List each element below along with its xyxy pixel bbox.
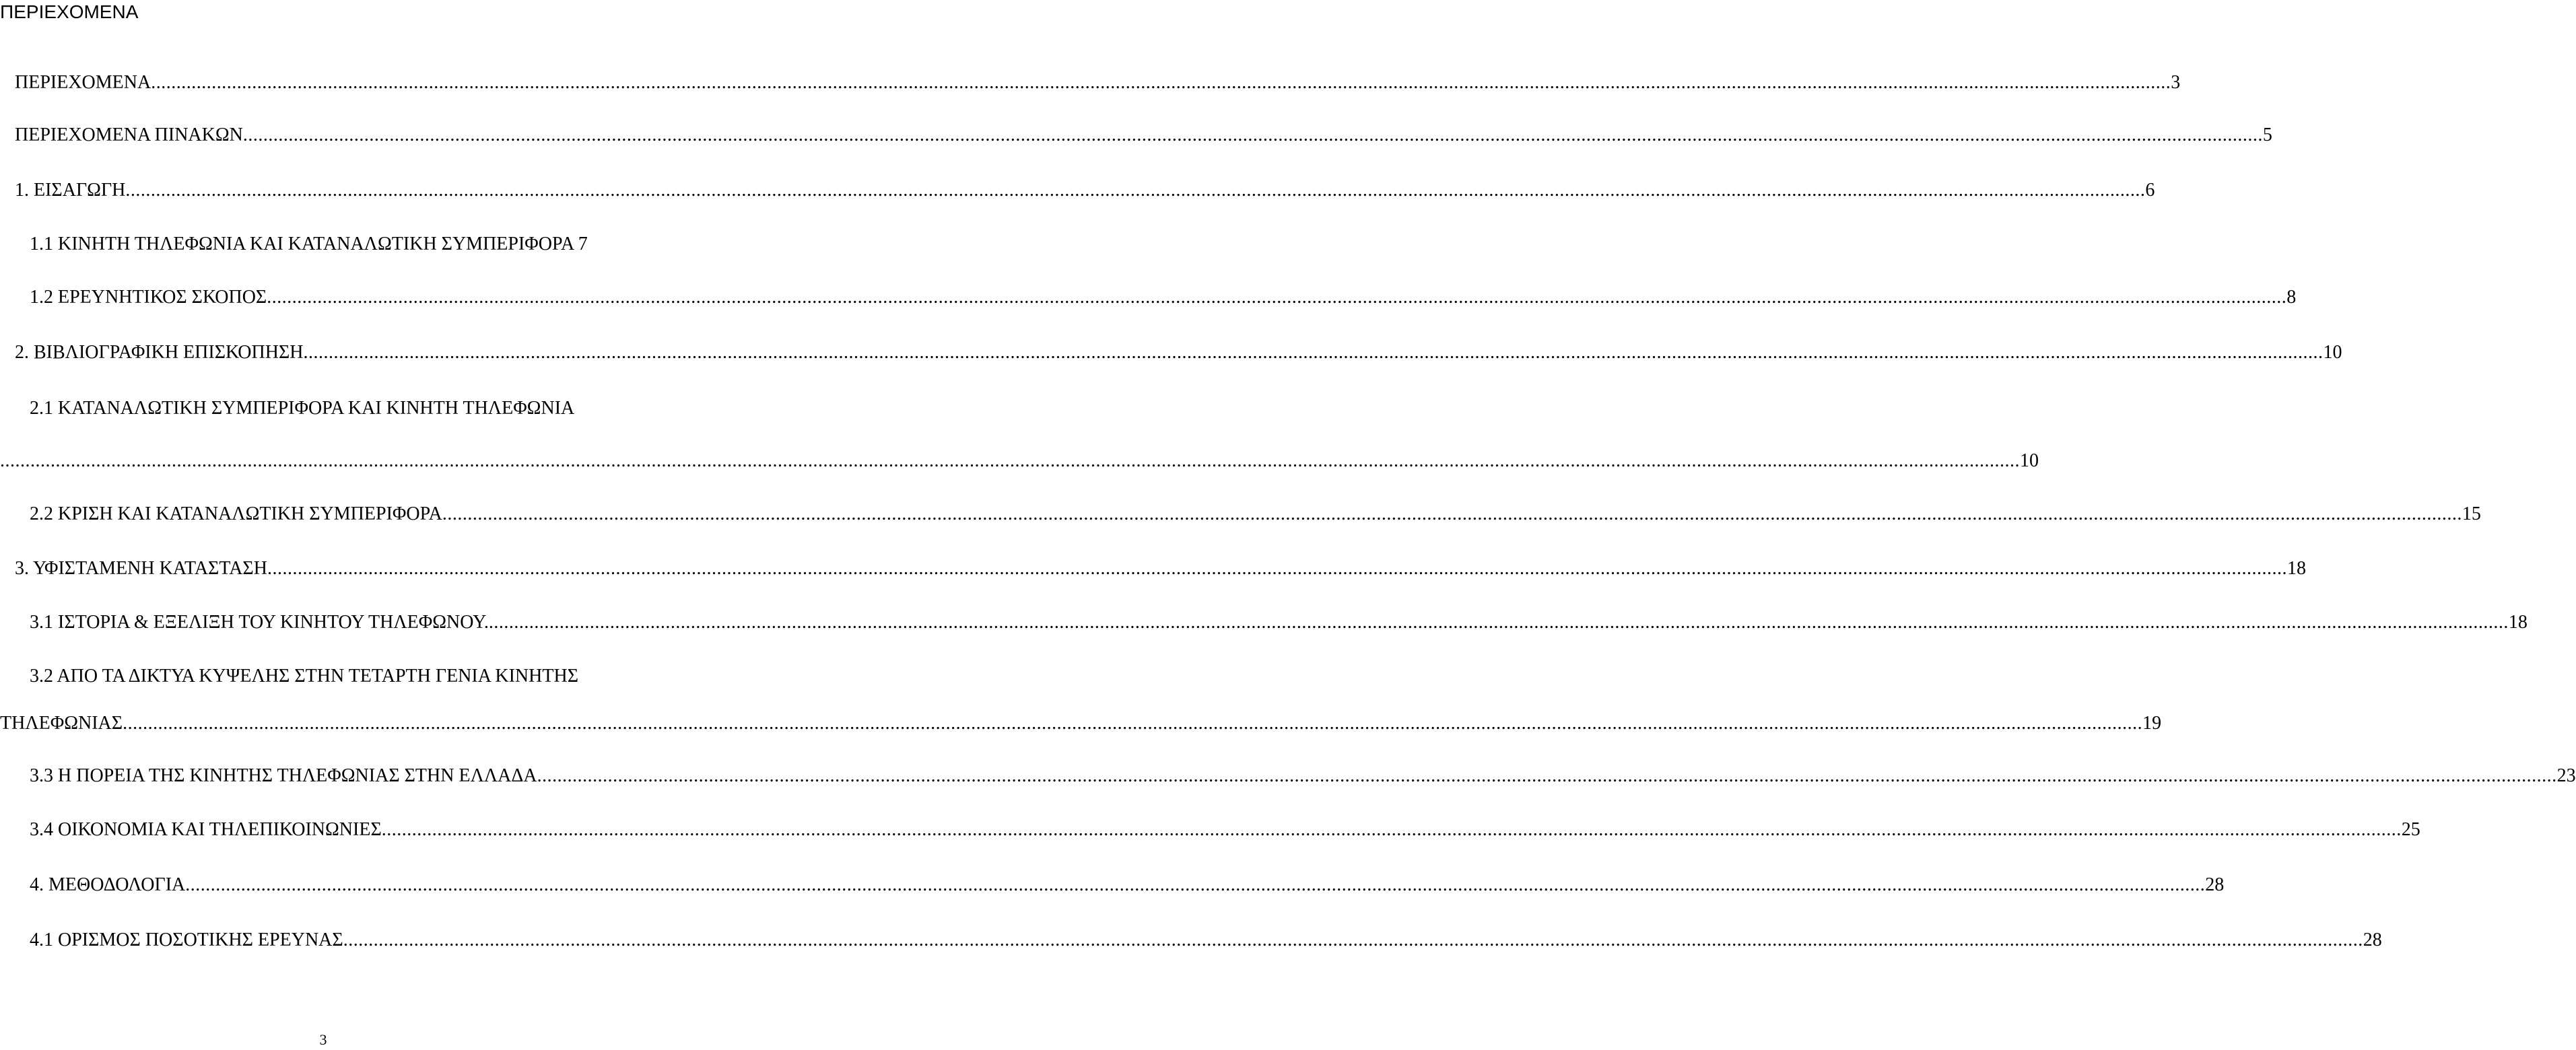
dot-leader: ................................................................................................................................................................................................................................................................................................................................................................................................................ [537, 765, 2557, 786]
dot-leader: ................................................................................................................................................................................................................................................................................................................................................................................................................ [267, 558, 2287, 579]
toc-entry-page: 18 [2286, 558, 2306, 579]
toc-entry-label: 4. ΜΕΘΟΔΟΛΟΓΙΑ [30, 874, 186, 895]
toc-entry[interactable] [30, 395, 643, 422]
toc-entry-label: 3.1 ΙΣΤΟΡΙΑ & ΕΞΕΛΙΞΗ ΤΟΥ ΚΙΝΗΤΟΥ ΤΗΛΕΦΩΝΟΥ. [30, 612, 489, 633]
dot-leader: ................................................................................................................................................................................................................................................................................................................................................................................................................ [125, 180, 2146, 201]
toc-entry[interactable] [30, 763, 2576, 790]
page-number: 3 [319, 1031, 327, 1048]
dot-leader: ................................................................................................................................................................................................................................................................................................................................................................................................................ [442, 503, 2462, 524]
toc-entry-page: 5 [2262, 125, 2272, 145]
toc-entry-page: 15 [2462, 503, 2481, 524]
toc-entry-page: 6 [2145, 180, 2155, 201]
toc-entry-page: 18 [2508, 612, 2528, 633]
dot-leader: ................................................................................................................................................................................................................................................................................................................................................................................................................ [381, 819, 2402, 840]
toc-entry-page: 10 [2323, 342, 2342, 363]
toc-entry[interactable] [15, 69, 2181, 96]
dot-leader: ................................................................................................................................................................................................................................................................................................................................................................................................................ [185, 874, 2206, 895]
toc-entry-page: 3 [2171, 72, 2181, 93]
toc-entry-label: 2. ΒΙΒΛΙΟΓΡΑΦΙΚΗ ΕΠΙΣΚΟΠΗΣΗ [15, 342, 304, 363]
dot-leader: ................................................................................................................................................................................................................................................................................................................................................................................................................ [488, 612, 2509, 633]
dot-leader: ................................................................................................................................................................................................................................................................................................................................................................................................................ [151, 72, 2171, 93]
toc-entry[interactable] [30, 609, 2528, 636]
toc-entry[interactable] [30, 872, 2225, 899]
toc-entry[interactable] [30, 927, 2382, 954]
toc-entry[interactable] [15, 555, 2306, 582]
toc-entry-page: 28 [2205, 874, 2225, 895]
toc-entry-label: 4.1 ΟΡΙΣΜΟΣ ΠΟΣΟΤΙΚΗΣ ΕΡΕΥΝΑΣ [30, 930, 343, 950]
toc-entry-label: ΠΕΡΙΕΧΟΜΕΝΑ [15, 72, 151, 93]
toc-entry-label: 3.2 ΑΠΟ ΤΑ ΔΙΚΤΥΑ ΚΥΨΕΛΗΣ ΣΤΗΝ ΤΕΤΑΡΤΗ ΓΕΝΙΑ ΚΙΝΗΤΗΣ [30, 666, 578, 687]
toc-entry-label: 1. ΕΙΣΑΓΩΓΗ [15, 180, 126, 201]
toc-entry-page: 8 [2286, 287, 2297, 308]
toc-entry-label: 3.4 ΟΙΚΟΝΟΜΙΑ ΚΑΙ ΤΗΛΕΠΙΚΟΙΝΩΝΙΕΣ [30, 819, 382, 840]
toc-entry[interactable] [30, 231, 643, 258]
toc-entry-label: 3. ΥΦΙΣΤΑΜΕΝΗ ΚΑΤΑΣΤΑΣΗ [15, 558, 267, 579]
dot-leader: ................................................................................................................................................................................................................................................................................................................................................................................................................ [267, 287, 2287, 308]
toc-entry-label: 3.3 Η ΠΟΡΕΙΑ ΤΗΣ ΚΙΝΗΤΗΣ ΤΗΛΕΦΩΝΙΑΣ ΣΤΗΝ ΕΛΛΑΔΑ [30, 765, 537, 786]
toc-entry[interactable] [0, 710, 2162, 737]
page-heading: ΠΕΡΙΕΧΟΜΕΝΑ [0, 1, 139, 22]
toc-entry-page: 28 [2363, 930, 2382, 950]
toc-entry[interactable] [0, 448, 2039, 475]
dot-leader: ................................................................................................................................................................................................................................................................................................................................................................................................................ [303, 342, 2324, 363]
toc-entry[interactable] [15, 122, 2272, 149]
toc-entry-label: 1.2 ΕΡΕΥΝΗΤΙΚΟΣ ΣΚΟΠΟΣ [30, 287, 267, 308]
toc-entry[interactable] [30, 816, 2420, 843]
toc-entry[interactable] [15, 339, 2342, 366]
toc-entry-label: 2.1 ΚΑΤΑΝΑΛΩΤΙΚΗ ΣΥΜΠΕΡΙΦΟΡΑ ΚΑΙ ΚΙΝΗΤΗ ΤΗΛΕΦΩΝΙΑ [30, 398, 575, 419]
toc-entry[interactable] [30, 501, 2481, 528]
toc-entry-label: 1.1 ΚΙΝΗΤΗ ΤΗΛΕΦΩΝΙΑ ΚΑΙ ΚΑΤΑΝΑΛΩΤΙΚΗ ΣΥΜΠΕΡΙΦΟΡΑ 7 [30, 234, 588, 254]
dot-leader: ................................................................................................................................................................................................................................................................................................................................................................................................................ [343, 930, 2363, 950]
dot-leader: ................................................................................................................................................................................................................................................................................................................................................................................................................ [123, 713, 2143, 734]
toc-entry-label: ΤΗΛΕΦΩΝΙΑΣ [0, 713, 123, 734]
toc-entry-page: 10 [2020, 450, 2039, 471]
toc-entry-page: 19 [2142, 713, 2162, 734]
toc-entry[interactable] [30, 284, 2297, 311]
dot-leader: ................................................................................................................................................................................................................................................................................................................................................................................................................ [242, 125, 2263, 145]
toc-entry-page: 25 [2401, 819, 2420, 840]
toc-entry-page: 23 [2556, 765, 2576, 786]
toc-entry-label: 2.2 ΚΡΙΣΗ ΚΑΙ ΚΑΤΑΝΑΛΩΤΙΚΗ ΣΥΜΠΕΡΙΦΟΡΑ [30, 503, 442, 524]
toc-entry-label: ΠΕΡΙΕΧΟΜΕΝΑ ΠΙΝΑΚΩΝ [15, 125, 243, 145]
dot-leader: ................................................................................................................................................................................................................................................................................................................................................................................................................ [0, 450, 2020, 471]
toc-entry[interactable] [30, 663, 643, 690]
toc-entry[interactable] [15, 177, 2155, 204]
